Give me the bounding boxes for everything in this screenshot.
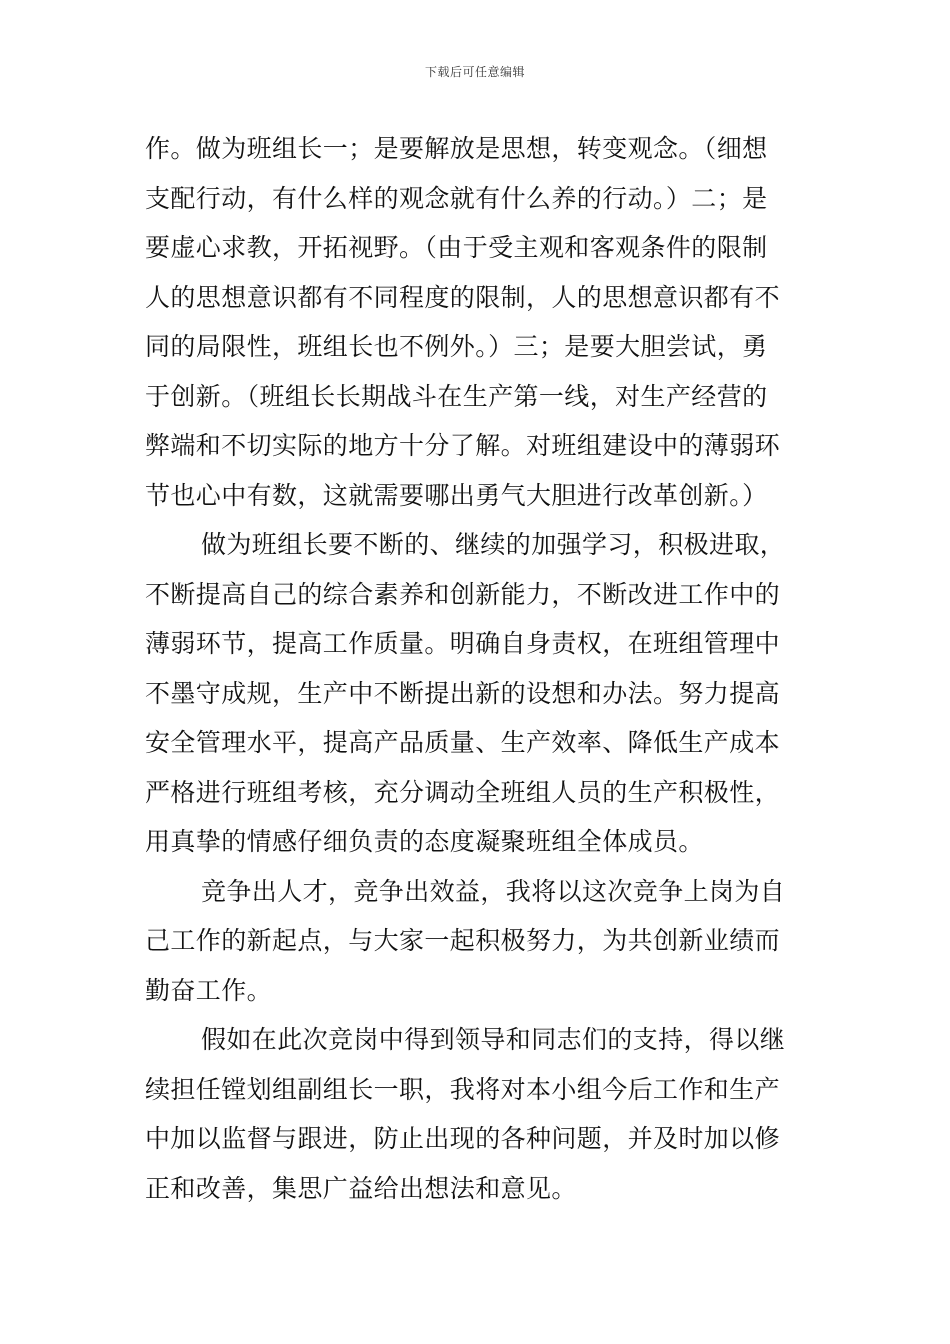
text-line: 于创新。（班组长长期战斗在生产第一线，对生产经营的 [145,381,768,411]
text-line: 正和改善，集思广益给出想法和意见。 [145,1173,577,1203]
text-line: 假如在此次竞岗中得到领导和同志们的支持，得以继 [201,1025,786,1054]
text-line: 勤奋工作。 [145,975,273,1005]
text-line: 用真挚的情感仔细负责的态度凝聚班组全体成员。 [145,827,704,856]
document-body [145,124,807,1213]
paragraph-1 [145,124,807,520]
text-line: 作。做为班组长一；是要解放是思想，转变观念。（细想 [145,134,768,163]
text-line: 做为班组长要不断的、继续的加强学习，积极进取， [201,530,786,559]
text-line: 节也心中有数，这就需要哪出勇气大胆进行改革创新。） [145,480,768,510]
paragraph-3 [145,867,807,1016]
paragraph-2 [145,520,807,867]
paragraph-4 [145,1015,807,1213]
text-line: 己工作的新起点，与大家一起积极努力，为共创新业绩而 [145,926,781,955]
text-line: 支配行动，有什么样的观念就有什么养的行动。）二；是 [145,183,768,213]
text-line: 中加以监督与跟进，防止出现的各种问题，并及时加以修 [145,1124,781,1153]
text-line: 人的思想意识都有不同程度的限制，人的思想意识都有不 [145,282,781,312]
text-line: 严格进行班组考核，充分调动全班组人员的生产积极性， [145,777,781,807]
text-line: 薄弱环节，提高工作质量。明确自身责权，在班组管理中 [145,629,781,658]
text-line: 竞争出人才，竞争出效益，我将以这次竞争上岗为自 [201,876,786,906]
text-line: 续担任镗划组副组长一职，我将对本小组今后工作和生产 [145,1074,781,1104]
text-line: 弊端和不切实际的地方十分了解。对班组建设中的薄弱环 [145,431,781,460]
text-line: 要虚心求教，开拓视野。（由于受主观和客观条件的限制 [145,233,768,262]
text-line: 不墨守成规，生产中不断提出新的设想和办法。努力提高 [145,678,781,708]
text-line: 不断提高自己的综合素养和创新能力，不断改进工作中的 [145,579,781,609]
text-line: 同的局限性，班组长也不例外。）三；是要大胆尝试，勇 [145,332,768,361]
page-header: 下载后可任意编辑 [424,65,525,79]
text-line: 安全管理水平，提高产品质量、生产效率、降低生产成本 [145,728,781,757]
